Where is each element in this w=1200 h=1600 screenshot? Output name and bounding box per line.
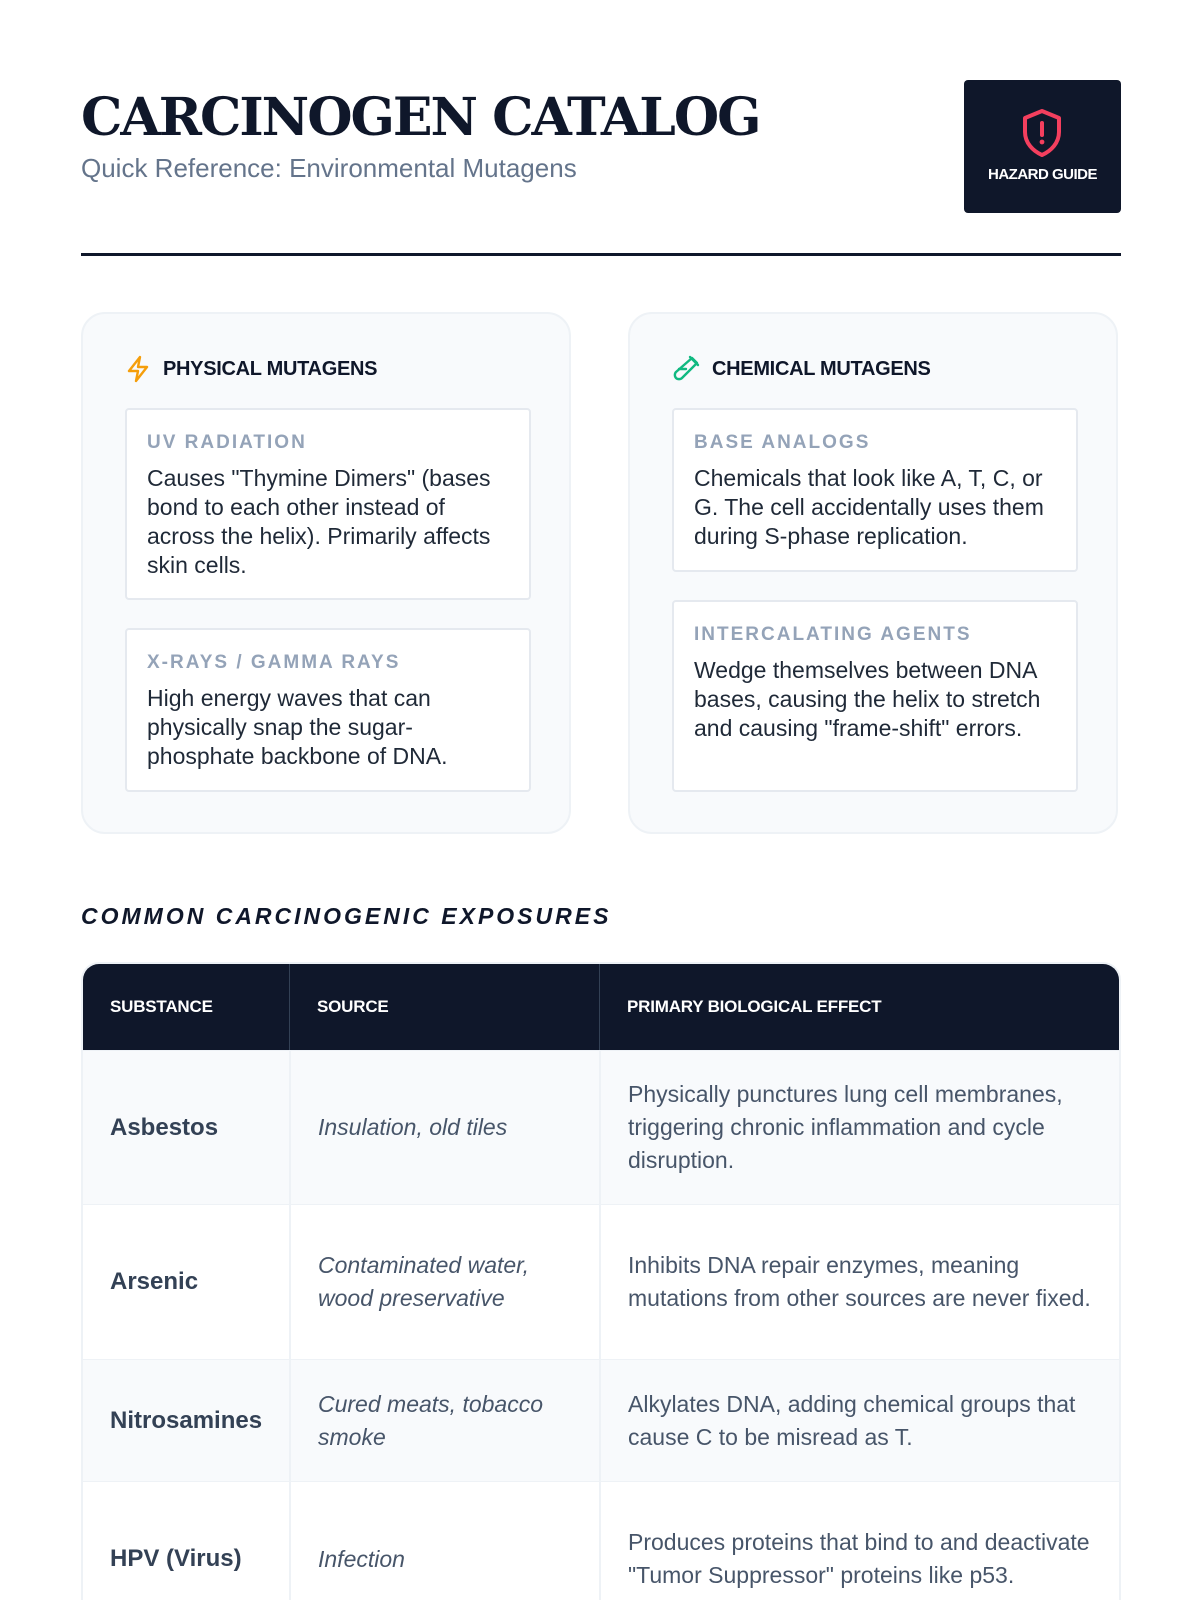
table-row [83,1481,1119,1600]
card-label: INTERCALATING AGENTS [694,624,972,645]
source-cell: Insulation, old tiles [289,1051,599,1204]
substance-cell: Asbestos [110,1113,219,1141]
mutagen-card-x-rays [125,628,531,792]
test-tube-icon [672,355,700,383]
shield-alert-icon [1021,108,1063,158]
column-header-effect: PRIMARY BIOLOGICAL EFFECT [599,964,1121,1050]
effect-cell: Alkylates DNA, adding chemical groups that cause C to be misread as T. [599,1360,1121,1481]
page-header [81,80,1121,256]
table-row [83,1050,1119,1204]
card-text: Wedge themselves between DNA bases, causing the helix to stretch and causing "frame-shift" errors. [694,657,1041,741]
mutagen-card-intercalating-agents [672,600,1078,792]
column-header-source: SOURCE [289,964,599,1050]
card-label: BASE ANALOGS [694,432,871,453]
card-text: Causes "Thymine Dimers" (bases bond to each other instead of across the helix). Primarily affects skin cells. [147,465,491,578]
chemical-mutagens-panel [628,312,1118,834]
physical-mutagens-panel [81,312,571,834]
substance-cell: HPV (Virus) [110,1545,242,1572]
page-title: CARCINOGEN CATALOG [81,87,760,148]
card-text: High energy waves that can physically snap the sugar-phosphate backbone of DNA. [147,685,448,769]
lightning-icon [125,355,151,383]
card-text: Chemicals that look like A, T, C, or G. The cell accidentally uses them during S-phase replication. [694,465,1044,549]
exposures-table [81,962,1121,1600]
card-label: UV RADIATION [147,432,307,453]
table-row [83,1359,1119,1481]
card-label: X-RAYS / GAMMA RAYS [147,652,401,673]
section-title: COMMON CARCINOGENIC EXPOSURES [81,903,612,929]
table-row [83,1204,1119,1359]
effect-cell: Produces proteins that bind to and deactivate "Tumor Suppressor" proteins like p53. [599,1482,1121,1600]
column-header-substance: SUBSTANCE [110,997,213,1016]
source-cell: Infection [289,1482,599,1600]
page-subtitle: Quick Reference: Environmental Mutagens [81,153,577,183]
mutagen-card-base-analogs [672,408,1078,572]
effect-cell: Inhibits DNA repair enzymes, meaning mutations from other sources are never fixed. [599,1205,1121,1359]
source-cell: Cured meats, tobacco smoke [289,1360,599,1481]
badge-label: HAZARD GUIDE [988,166,1097,183]
panel-heading [125,354,377,384]
panel-title: PHYSICAL MUTAGENS [163,357,378,380]
substance-cell: Nitrosamines [110,1406,263,1434]
effect-cell: Physically punctures lung cell membranes, triggering chronic inflammation and cycle disruption. [599,1051,1121,1204]
panel-heading [672,354,931,384]
mutagen-card-uv-radiation [125,408,531,600]
panel-title: CHEMICAL MUTAGENS [712,357,931,380]
substance-cell: Arsenic [110,1268,199,1295]
source-cell: Contaminated water, wood preservative [289,1205,599,1359]
table-header [83,964,1119,1050]
hazard-guide-badge [964,80,1121,213]
